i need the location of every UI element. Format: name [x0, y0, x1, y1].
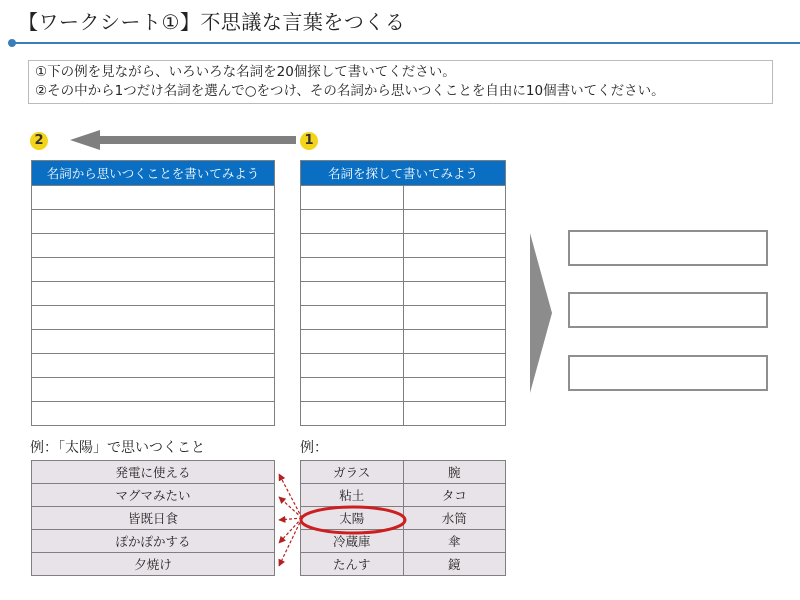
noun-cell[interactable]	[301, 234, 404, 258]
instruction-2: ②その中から1つだけ名詞を選んで○をつけ、その名詞から思いつくことを自由に10個書いてください。	[35, 83, 665, 99]
noun-cell[interactable]	[403, 306, 506, 330]
noun-table-header: 名詞を探して書いてみよう	[301, 161, 506, 186]
output-box-3[interactable]	[568, 355, 768, 391]
brainstorm-table-header: 名詞から思いつくことを書いてみよう	[32, 161, 275, 186]
example-noun: 粘土	[301, 484, 404, 507]
example-nouns-table	[300, 460, 506, 576]
example-association: マグマみたい	[32, 484, 275, 507]
example-noun: ガラス	[301, 461, 404, 484]
title-rule	[12, 42, 800, 44]
instruction-1: ①下の例を見ながら、いろいろな名詞を20個探して書いてください。	[35, 64, 456, 80]
brainstorm-cell[interactable]	[32, 210, 275, 234]
noun-cell[interactable]	[403, 354, 506, 378]
brainstorm-cell[interactable]	[32, 234, 275, 258]
noun-cell[interactable]	[301, 354, 404, 378]
example-noun: タコ	[403, 484, 506, 507]
noun-cell[interactable]	[301, 258, 404, 282]
example-noun: 冷蔵庫	[301, 530, 404, 553]
output-box-1[interactable]	[568, 230, 768, 266]
brainstorm-cell[interactable]	[32, 354, 275, 378]
noun-cell[interactable]	[301, 186, 404, 210]
noun-cell[interactable]	[403, 330, 506, 354]
right-chevron-arrow-icon	[530, 233, 554, 393]
output-box-2[interactable]	[568, 292, 768, 328]
example-left-label: 例：「太陽」で思いつくこと	[30, 440, 205, 456]
noun-cell[interactable]	[403, 378, 506, 402]
example-noun-circled: 太陽	[301, 507, 404, 530]
dashed-association-arrows	[279, 474, 302, 566]
example-noun: 腕	[403, 461, 506, 484]
brainstorm-cell[interactable]	[32, 378, 275, 402]
example-right-label: 例：	[300, 440, 328, 456]
brainstorm-cell[interactable]	[32, 402, 275, 426]
step-1-badge: 1	[300, 132, 318, 150]
left-arrow-icon	[70, 130, 300, 150]
noun-cell[interactable]	[403, 282, 506, 306]
noun-cell[interactable]	[403, 402, 506, 426]
noun-cell[interactable]	[301, 402, 404, 426]
example-association: ぽかぽかする	[32, 530, 275, 553]
example-noun: 鏡	[403, 553, 506, 576]
brainstorm-cell[interactable]	[32, 330, 275, 354]
page-title: 【ワークシート①】不思議な言葉をつくる	[18, 10, 406, 34]
noun-cell[interactable]	[301, 210, 404, 234]
noun-cell[interactable]	[301, 282, 404, 306]
example-noun: 傘	[403, 530, 506, 553]
example-noun: 水筒	[403, 507, 506, 530]
example-associations-table	[31, 460, 275, 576]
example-association: 夕焼け	[32, 553, 275, 576]
noun-cell[interactable]	[301, 330, 404, 354]
instructions-box	[28, 60, 773, 104]
step-2-badge: 2	[30, 132, 48, 150]
example-association: 皆既日食	[32, 507, 275, 530]
noun-cell[interactable]	[403, 186, 506, 210]
example-association: 発電に使える	[32, 461, 275, 484]
noun-cell[interactable]	[403, 234, 506, 258]
example-noun: たんす	[301, 553, 404, 576]
brainstorm-cell[interactable]	[32, 186, 275, 210]
noun-cell[interactable]	[301, 306, 404, 330]
brainstorm-cell[interactable]	[32, 282, 275, 306]
brainstorm-cell[interactable]	[32, 258, 275, 282]
noun-cell[interactable]	[301, 378, 404, 402]
brainstorm-cell[interactable]	[32, 306, 275, 330]
noun-cell[interactable]	[403, 258, 506, 282]
noun-cell[interactable]	[403, 210, 506, 234]
brainstorm-table	[31, 160, 275, 426]
noun-table	[300, 160, 506, 426]
